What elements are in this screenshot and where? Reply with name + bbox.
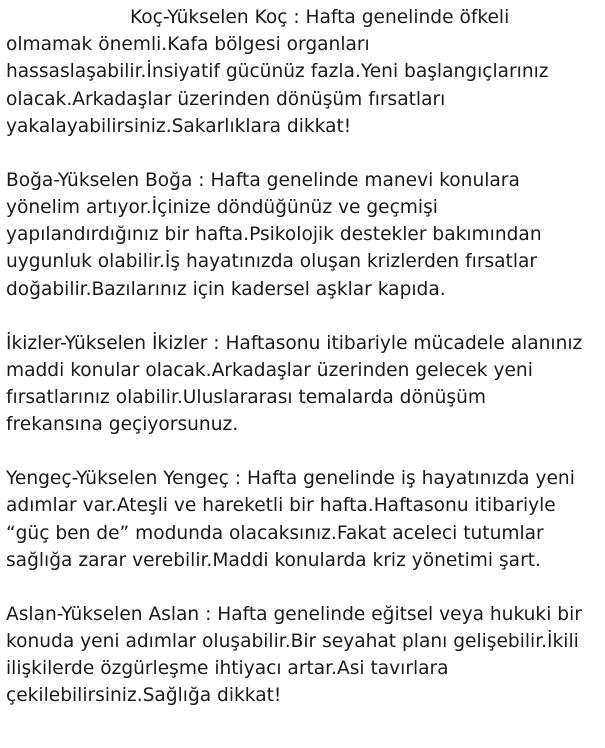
text-line: çekilebilirsiniz.Sağlığa dikkat!	[6, 685, 282, 707]
text-line: ilişkilerde özgürleşme ihtiyacı artar.Asi tavırlara	[6, 658, 449, 680]
text-line: frekansına geçiyorsunuz.	[6, 414, 239, 436]
text-line: olmamak önemli.Kafa bölgesi organları	[6, 34, 370, 56]
text-line: yönelim artıyor.İçinize döndüğünüz ve geçmişi	[6, 197, 438, 219]
text-line: fırsatlarınız olabilir.Uluslararası temalarda dönüşüm	[6, 387, 487, 409]
text-line: Boğa-Yükselen Boğa : Hafta genelinde manevi konulara	[6, 169, 520, 191]
text-line: maddi konular olacak.Arkadaşlar üzerinden gelecek yeni	[6, 359, 533, 381]
text-line: adımlar var.Ateşli ve hareketli bir hafta.Haftasonu itibariyle	[6, 495, 556, 517]
text-line: hassaslaşabilir.İnsiyatif gücünüz fazla.Yeni başlangıçlarınız	[6, 61, 549, 83]
horoscope-document	[6, 4, 601, 736]
text-line: konuda yeni adımlar oluşabilir.Bir seyahat planı gelişebilir.İkili	[6, 631, 579, 653]
text-line: sağlığa zarar verebilir.Maddi konularda kriz yönetimi şart.	[6, 549, 541, 571]
text-line: doğabilir.Bazılarınız için kadersel aşklar kapıda.	[6, 278, 446, 300]
text-line: yapılandırdığınız bir hafta.Psikolojik destekler bakımından	[6, 224, 542, 246]
paragraph-aslan	[6, 601, 601, 710]
text-line: uygunluk olabilir.İş hayatınızda oluşan krizlerden fırsatlar	[6, 251, 538, 273]
paragraph-boga	[6, 167, 601, 303]
text-line: Koç-Yükselen Koç : Hafta genelinde öfkeli	[130, 7, 510, 28]
text-line: Aslan-Yükselen Aslan : Hafta genelinde eğitsel veya hukuki bir	[6, 603, 582, 625]
text-line: yakalayabilirsiniz.Sakarlıklara dikkat!	[6, 115, 352, 137]
paragraph-koc	[6, 4, 601, 140]
text-line: olacak.Arkadaşlar üzerinden dönüşüm fırsatları	[6, 88, 446, 110]
text-line: İkizler-Yükselen İkizler : Haftasonu itibariyle mücadele alanınız	[6, 332, 583, 354]
paragraph-yengec	[6, 465, 601, 574]
paragraph-ikizler	[6, 330, 601, 439]
text-line: Yengeç-Yükselen Yengeç : Hafta genelinde iş hayatınızda yeni	[6, 468, 575, 490]
text-line: “güç ben de” modunda olacaksınız.Fakat aceleci tutumlar	[6, 522, 544, 544]
